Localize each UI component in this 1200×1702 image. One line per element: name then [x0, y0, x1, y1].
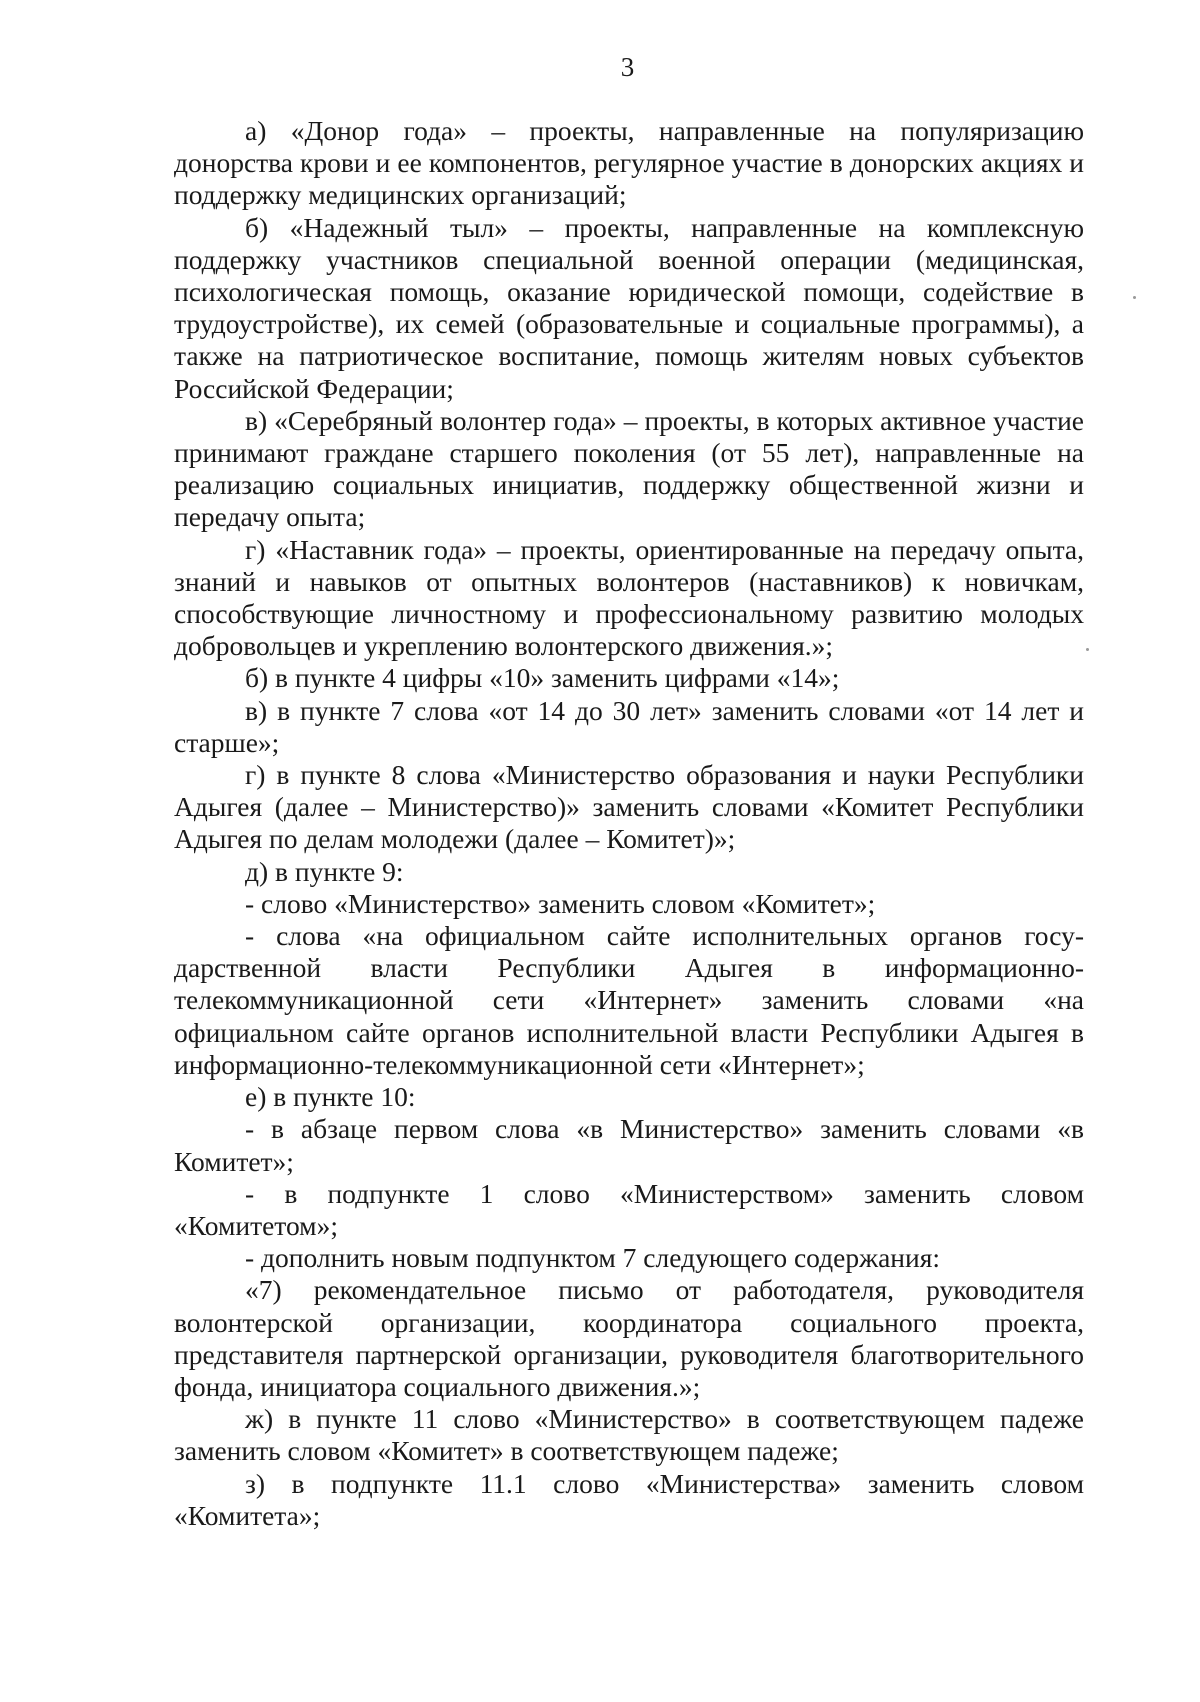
paragraph-punkt-10-item-2: - в подпункте 1 слово «Министерством» заменить словом «Комитетом»;: [174, 1177, 1084, 1241]
page-number: 3: [620, 52, 635, 82]
paragraph-punkt-9-item-1: - слово «Министерство» заменить словом «Комитет»;: [245, 887, 876, 919]
scan-speck: [1086, 648, 1089, 651]
document-body: [174, 115, 1084, 1532]
paragraph-punkt-11: ж) в пункте 11 слово «Министерство» в соответствующем падеже заменить словом «Комитет» в соответствующем падеже;: [174, 1403, 1084, 1467]
paragraph-punkt-9-item-2: - слова «на официальном сайте исполнительных органов государственной власти Республики Адыгея в информационно-телекоммуникационной сети «Интернет» заменить словами «на официальном сайте органов исполнительной власти Республики Адыгея в информационно-телекоммуникационной сети «Интернет»;: [174, 920, 1084, 1080]
paragraph-donor-goda: а) «Донор года» – проекты, направленные на популяризацию донорства крови и ее компонентов, регулярное участие в донорских акциях и поддержку медицинских организаций;: [174, 115, 1084, 211]
paragraph-podpunkt-11-1: з) в подпункте 11.1 слово «Министерства» заменить словом «Комитета»;: [174, 1467, 1084, 1531]
scan-speck: [1133, 296, 1136, 299]
paragraph-nastavnik-goda: г) «Наставник года» – проекты, ориентированные на передачу опыта, знаний и навыков от опытных волонтеров (наставников) к новичкам, способствующие личностному и профессиональному развитию молодых добровольцев и укреплению волонтерского движения.»;: [174, 533, 1084, 662]
paragraph-punkt-4: б) в пункте 4 цифры «10» заменить цифрами «14»;: [245, 662, 840, 694]
paragraph-punkt-9: д) в пункте 9:: [245, 855, 404, 887]
paragraph-punkt-10-item-1: - в абзаце первом слова «в Министерство» заменить словами «в Комитет»;: [174, 1113, 1084, 1177]
paragraph-punkt-8: г) в пункте 8 слова «Министерство образования и науки Республики Адыгея (далее – Министерство)» заменить словами «Комитет Республики Адыгея по делам молодежи (далее – Комитет)»;: [174, 759, 1084, 855]
paragraph-punkt-10: е) в пункте 10:: [245, 1081, 416, 1113]
paragraph-punkt-7: в) в пункте 7 слова «от 14 до 30 лет» заменить словами «от 14 лет и старше»;: [174, 694, 1084, 758]
paragraph-punkt-10-item-3: - дополнить новым подпунктом 7 следующего содержания:: [245, 1242, 941, 1274]
paragraph-nadezhny-tyl: б) «Надежный тыл» – проекты, направленные на комплексную поддержку участников специальной военной операции (медицинская, психологическая помощь, оказание юридической помощи, содействие в трудоустройстве), их семей (образовательные и социальные программы), а также на патриотическое воспитание, помощь жителям новых субъектов Российской Федерации;: [174, 211, 1084, 404]
paragraph-serebryany-volonter: в) «Серебряный волонтер года» – проекты, в которых активное участие принимают граждане старшего поколения (от 55 лет), направленные на реализацию социальных инициатив, поддержку общественной жизни и передачу опыта;: [174, 404, 1084, 533]
paragraph-podpunkt-7: «7) рекомендательное письмо от работодателя, руководителя волонтерской организации, координатора социального проекта, представителя партнерской организации, руководителя благотворительного фонда, инициатора социального движения.»;: [174, 1274, 1084, 1402]
